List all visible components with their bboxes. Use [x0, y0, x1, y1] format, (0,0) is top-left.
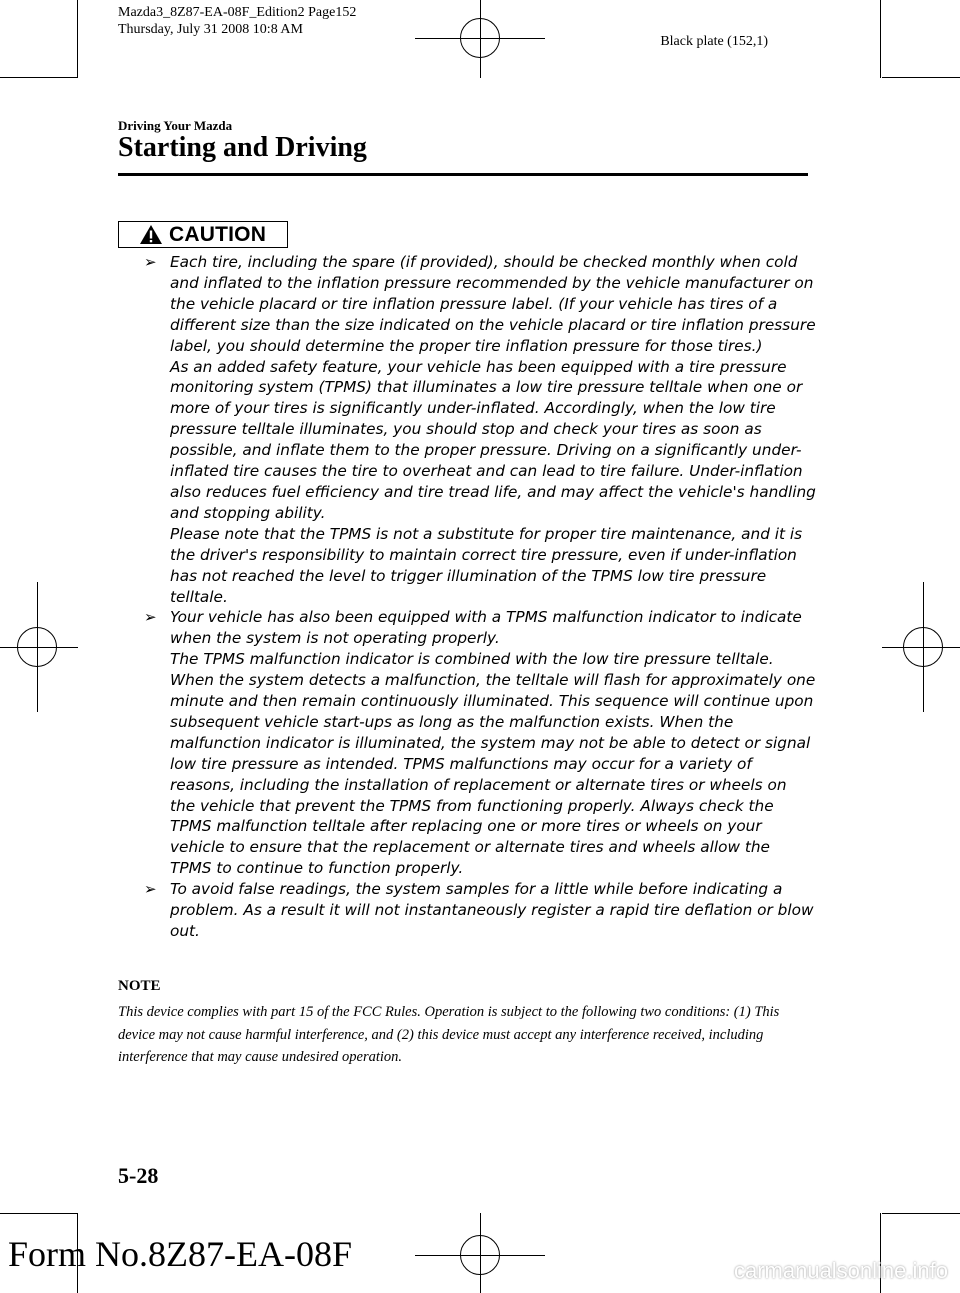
form-number: Form No.8Z87-EA-08F: [8, 1234, 352, 1274]
print-metadata: [118, 4, 356, 38]
caution-item: [144, 607, 816, 879]
page-number: 5-28: [118, 1163, 159, 1188]
caution-paragraph: As an added safety feature, your vehicle has been equipped with a tire pressure monitoring system (TPMS) that illuminates a low tire pressure telltale when one or more of your tires is significantly under-inflated. Accordingly, when the low tire pressure telltale illuminates, you should stop and check your tires as soon as possible, and inflate them to the proper pressure. Driving on a significantly under-inflated tire causes the tire to overheat and can lead to tire failure. Under-inflation also reduces fuel efficiency and tire tread life, and may affect the vehicle's handling and stopping ability.: [170, 357, 816, 522]
caution-label: CAUTION: [169, 222, 267, 246]
arrowhead-bullet-icon: ➢: [144, 253, 157, 271]
file-line: Mazda3_8Z87-EA-08F_Edition2 Page152: [118, 5, 357, 20]
warning-triangle-icon: [139, 224, 163, 245]
caution-item: [144, 879, 816, 942]
watermark: carmanualsonline.info: [733, 1258, 948, 1283]
arrowhead-bullet-icon: ➢: [144, 608, 157, 627]
title-rule: [118, 173, 808, 176]
caution-list: [144, 252, 816, 942]
plate-label: Black plate (152,1): [660, 34, 768, 49]
arrowhead-bullet-icon: ➢: [144, 880, 157, 899]
section-title: Starting and Driving: [118, 132, 367, 163]
section-label: Driving Your Mazda: [118, 118, 233, 133]
caution-item: [144, 252, 816, 607]
caution-paragraph: Please note that the TPMS is not a substitute for proper tire maintenance, and it is the driver's responsibility to maintain correct tire pressure, even if under-inflation has not reached the level to trigger illumination of the TPMS low tire pressure telltale.: [170, 524, 803, 606]
date-line: Thursday, July 31 2008 10:8 AM: [118, 22, 303, 37]
caution-paragraph: The TPMS malfunction indicator is combined with the low tire pressure telltale. When the system detects a malfunction, the telltale will flash for approximately one minute and then remain continuously illuminated. This sequence will continue upon subsequent vehicle start-ups as long as the malfunction exists. When the malfunction indicator is illuminated, the system may not be able to detect or signal low tire pressure as intended. TPMS malfunctions may occur for a variety of reasons, including the installation of replacement or alternate tires or wheels on the vehicle that prevent the TPMS from functioning properly. Always check the TPMS malfunction telltale after replacing one or more tires or wheels on your vehicle to ensure that the replacement or alternate tires and wheels allow the TPMS to continue to function properly.: [170, 650, 816, 878]
caution-paragraph: Your vehicle has also been equipped with a TPMS malfunction indicator to indicate when the system is not operating properly.: [170, 608, 802, 648]
caution-banner: [118, 221, 288, 248]
caution-paragraph: Each tire, including the spare (if provided), should be checked monthly when cold and inflated to the inflation pressure recommended by the vehicle manufacturer on the vehicle placard or tire inflation pressure label. (If your vehicle has tires of a different size than the size indicated on the vehicle placard or tire inflation pressure label, you should determine the proper tire inflation pressure for those tires.): [170, 253, 816, 355]
caution-paragraph: To avoid false readings, the system samples for a little while before indicating a problem. As a result it will not instantaneously register a rapid tire deflation or blow out.: [170, 880, 814, 940]
note-body: This device complies with part 15 of the FCC Rules. Operation is subject to the following two conditions: (1) This device may not cause harmful interference, and (2) this device must accept any interference received, including interference that may cause undesired operation.: [118, 1004, 780, 1065]
note-title: NOTE: [118, 978, 161, 994]
